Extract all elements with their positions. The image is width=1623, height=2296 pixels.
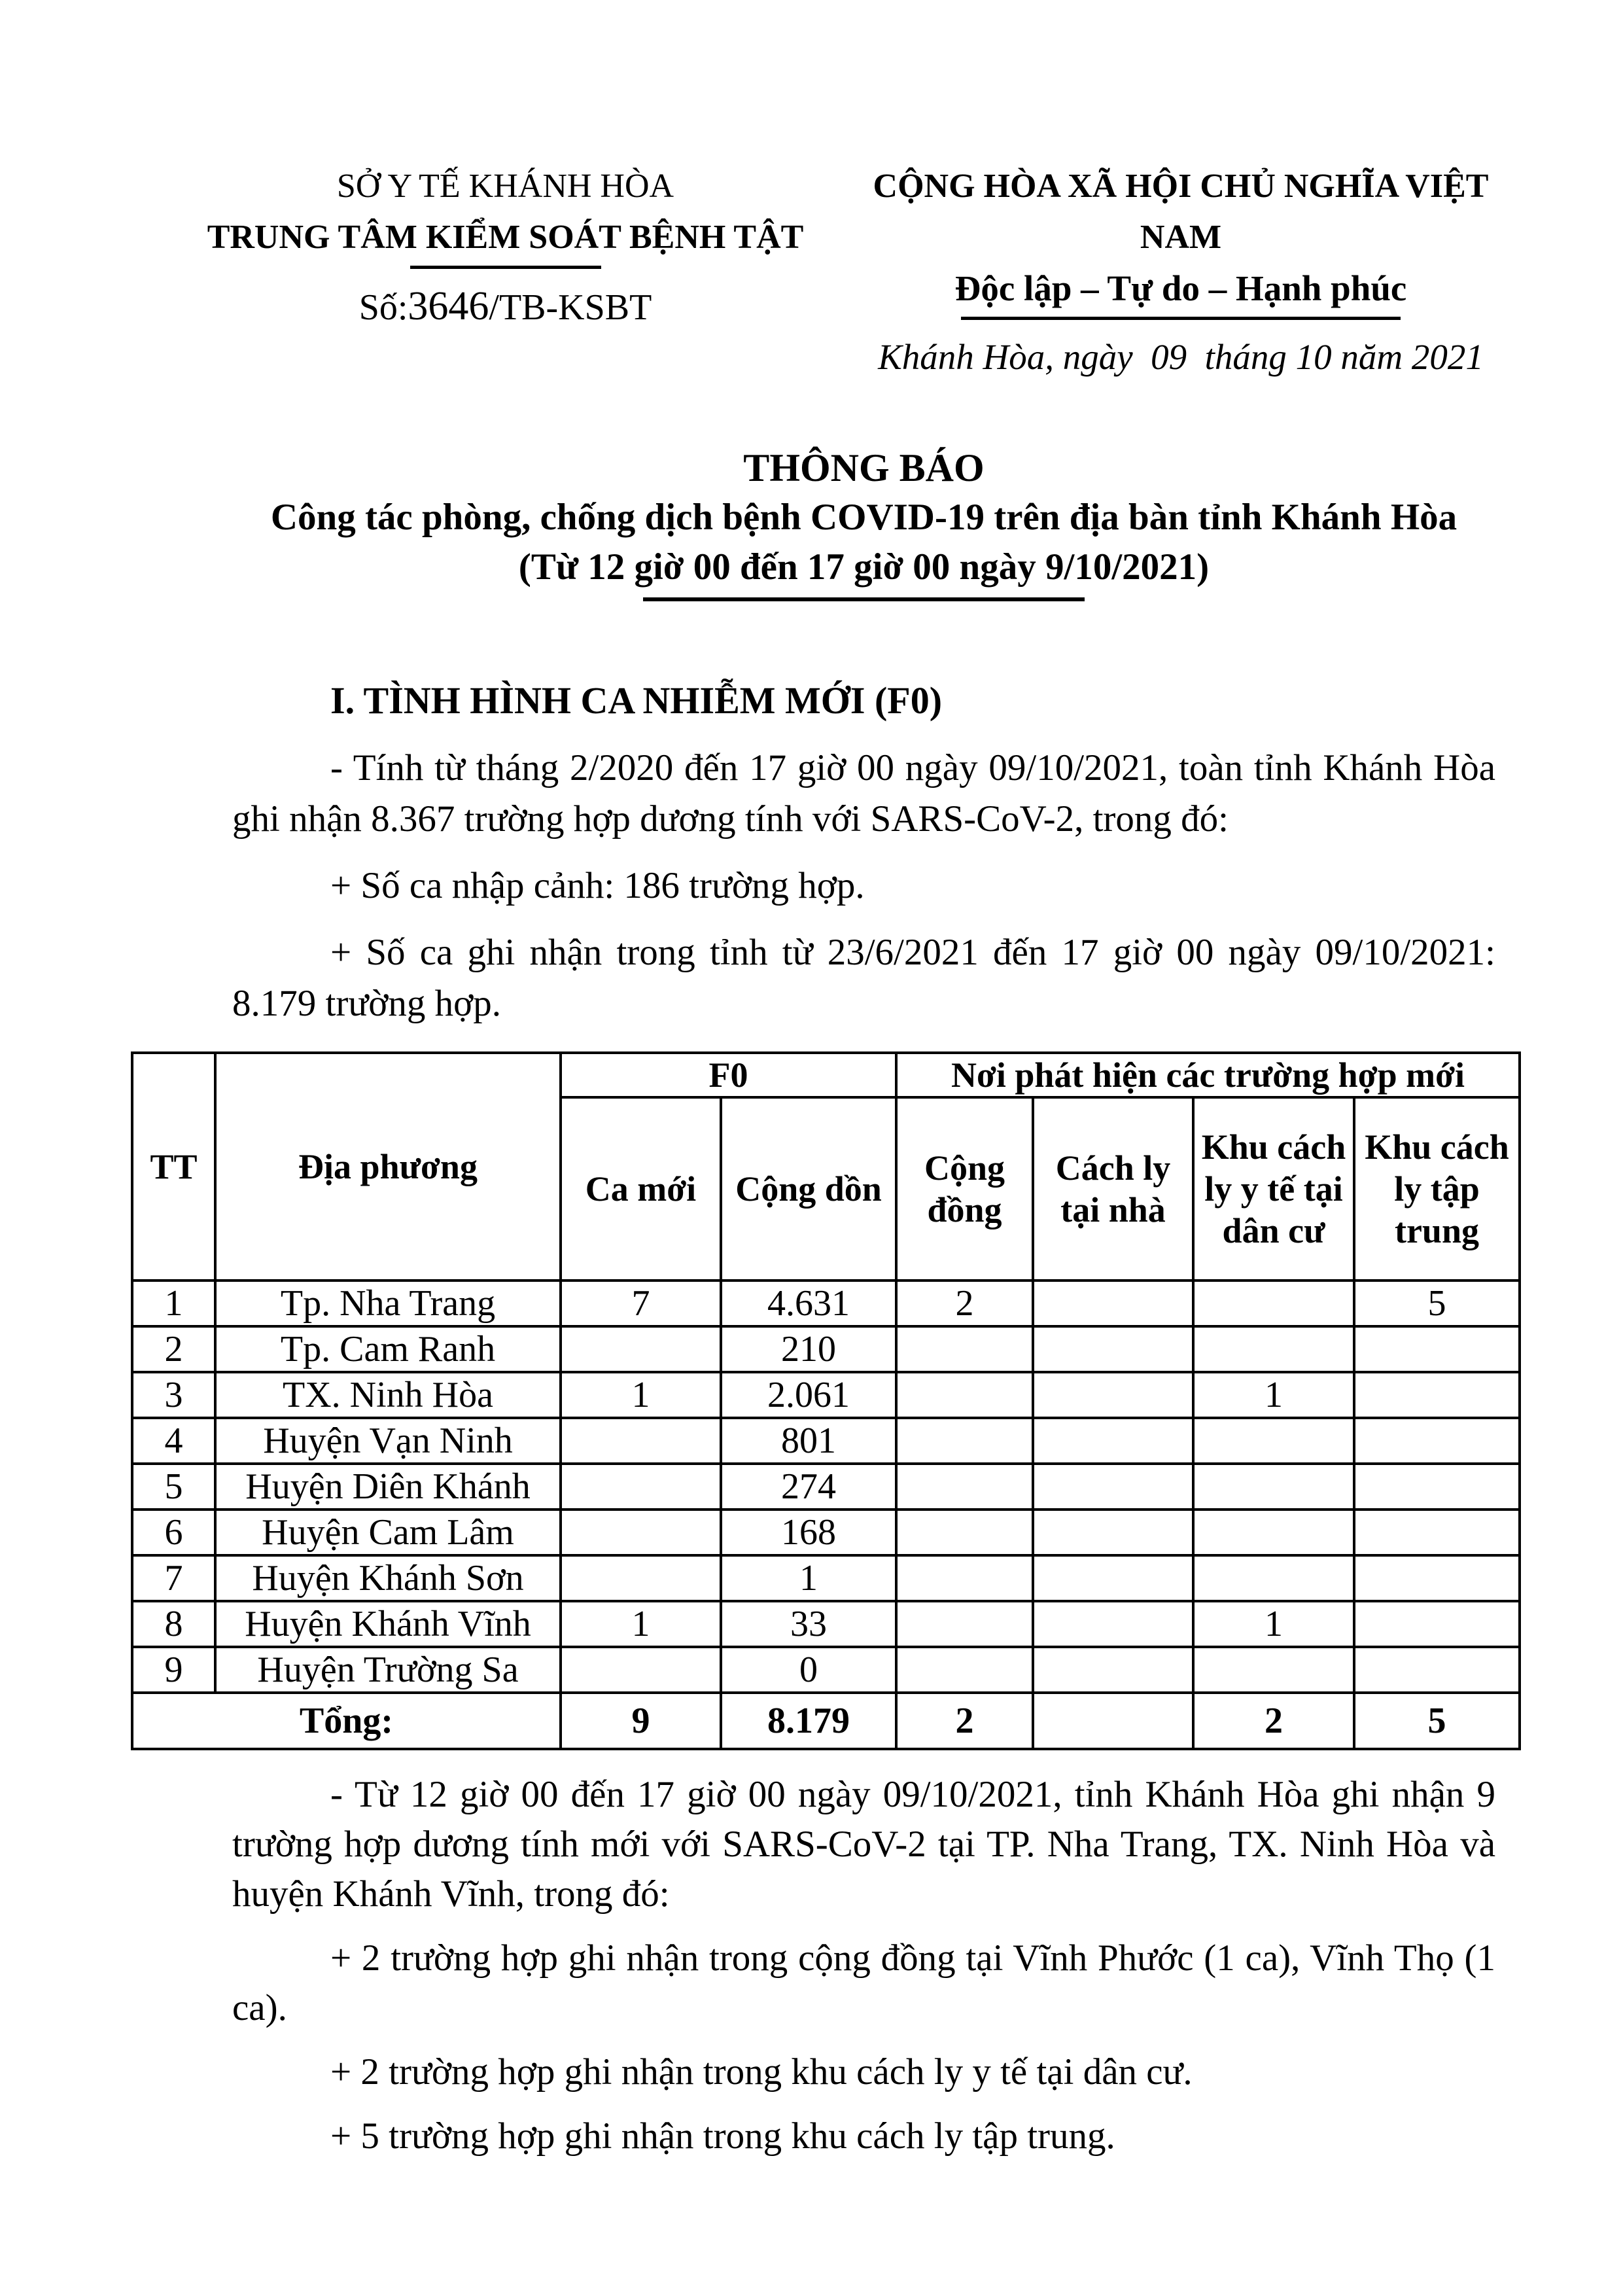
cell-tt: 3: [132, 1372, 215, 1418]
cell-community: [896, 1510, 1033, 1555]
cell-locality: Huyện Khánh Sơn: [215, 1555, 561, 1601]
cell-home-isolation: [1033, 1280, 1193, 1326]
cell-new-cases: [561, 1555, 721, 1601]
cell-central-quarantine: [1354, 1647, 1520, 1693]
cell-tt: 6: [132, 1510, 215, 1555]
paragraph: - Tính từ tháng 2/2020 đến 17 giờ 00 ngày 09/10/2021, toàn tỉnh Khánh Hòa ghi nhận 8.367 trường hợp dương tính với SARS-CoV-2, trong đó:: [232, 747, 1495, 839]
cell-medical-isolation-zone: 1: [1193, 1372, 1354, 1418]
table-row: [132, 1326, 1520, 1372]
country-title: CỘNG HÒA XÃ HỘI CHỦ NGHĨA VIỆT NAM: [873, 168, 1489, 256]
cell-community: [896, 1418, 1033, 1464]
document-time-range: (Từ 12 giờ 00 đến 17 giờ 00 ngày 9/10/2021): [518, 546, 1210, 588]
document-header: [0, 0, 1623, 379]
cell-medical-isolation-zone: [1193, 1418, 1354, 1464]
cell-new-cases: 7: [561, 1280, 721, 1326]
cell-community: [896, 1326, 1033, 1372]
cell-medical-isolation-zone: [1193, 1510, 1354, 1555]
cell-total-label: Tổng:: [132, 1693, 561, 1749]
cell-total-home-isolation: [1033, 1693, 1193, 1749]
cell-home-isolation: [1033, 1510, 1193, 1555]
paragraph: - Từ 12 giờ 00 đến 17 giờ 00 ngày 09/10/2021, tỉnh Khánh Hòa ghi nhận 9 trường hợp dương tính mới với SARS-CoV-2 tại TP. Nha Trang, TX. Ninh Hòa và huyện Khánh Vĩnh, trong đó:: [232, 1774, 1495, 1915]
cell-cumulative: 4.631: [721, 1280, 896, 1326]
cell-home-isolation: [1033, 1647, 1193, 1693]
cell-locality: Huyện Khánh Vĩnh: [215, 1601, 561, 1647]
cell-community: [896, 1601, 1033, 1647]
cell-tt: 4: [132, 1418, 215, 1464]
cell-locality: Huyện Trường Sa: [215, 1647, 561, 1693]
cell-central-quarantine: [1354, 1418, 1520, 1464]
col-header-community: Cộng đồng: [896, 1097, 1033, 1280]
title-underline: [643, 597, 1085, 601]
cell-locality: Tp. Nha Trang: [215, 1280, 561, 1326]
cell-central-quarantine: [1354, 1464, 1520, 1510]
col-header-tt: TT: [132, 1053, 215, 1280]
national-motto: Độc lập – Tự do – Hạnh phúc: [954, 268, 1407, 308]
agency-underline: [410, 266, 601, 269]
cell-home-isolation: [1033, 1555, 1193, 1601]
paragraph: + Số ca nhập cảnh: 186 trường hợp.: [330, 865, 865, 906]
cell-medical-isolation-zone: [1193, 1555, 1354, 1601]
place-date-line: Khánh Hòa, ngày 09 tháng 10 năm 2021: [878, 337, 1484, 377]
cell-tt: 2: [132, 1326, 215, 1372]
col-group-f0: F0: [561, 1053, 896, 1097]
cell-tt: 9: [132, 1647, 215, 1693]
cell-medical-isolation-zone: [1193, 1464, 1354, 1510]
cell-total-community: 2: [896, 1693, 1033, 1749]
table-row: [132, 1280, 1520, 1326]
cell-tt: 1: [132, 1280, 215, 1326]
col-header-home-isolation: Cách ly tại nhà: [1033, 1097, 1193, 1280]
cell-home-isolation: [1033, 1464, 1193, 1510]
col-header-cumulative: Cộng dồn: [721, 1097, 896, 1280]
cell-locality: Huyện Cam Lâm: [215, 1510, 561, 1555]
cell-home-isolation: [1033, 1601, 1193, 1647]
document-number-label: Số:: [358, 287, 408, 328]
cell-locality: Huyện Diên Khánh: [215, 1464, 561, 1510]
cell-cumulative: 801: [721, 1418, 896, 1464]
cell-central-quarantine: [1354, 1510, 1520, 1555]
cell-medical-isolation-zone: [1193, 1647, 1354, 1693]
cell-home-isolation: [1033, 1326, 1193, 1372]
cell-cumulative: 2.061: [721, 1372, 896, 1418]
cell-community: [896, 1464, 1033, 1510]
f0-cases-table: [131, 1051, 1521, 1750]
cell-cumulative: 33: [721, 1601, 896, 1647]
col-header-locality: Địa phương: [215, 1053, 561, 1280]
table-row: [132, 1601, 1520, 1647]
document-number-value: 3646: [408, 284, 489, 328]
section-1-continued: [232, 1770, 1495, 2161]
cell-new-cases: 1: [561, 1601, 721, 1647]
cell-central-quarantine: [1354, 1326, 1520, 1372]
document-number-suffix: /TB-KSBT: [489, 287, 652, 328]
paragraph: + 2 trường hợp ghi nhận trong cộng đồng tại Vĩnh Phước (1 ca), Vĩnh Thọ (1 ca).: [232, 1937, 1495, 2028]
table-row: [132, 1464, 1520, 1510]
table-row: [132, 1555, 1520, 1601]
cell-medical-isolation-zone: [1193, 1280, 1354, 1326]
motto-underline: [961, 317, 1401, 320]
cell-new-cases: [561, 1647, 721, 1693]
cell-home-isolation: [1033, 1372, 1193, 1418]
table-row: [132, 1418, 1520, 1464]
cell-community: [896, 1647, 1033, 1693]
paragraph: + 2 trường hợp ghi nhận trong khu cách ly y tế tại dân cư.: [330, 2051, 1193, 2093]
cell-new-cases: [561, 1418, 721, 1464]
cell-tt: 5: [132, 1464, 215, 1510]
cell-locality: TX. Ninh Hòa: [215, 1372, 561, 1418]
cell-community: [896, 1555, 1033, 1601]
cell-new-cases: [561, 1510, 721, 1555]
cell-total-new-cases: 9: [561, 1693, 721, 1749]
cell-central-quarantine: [1354, 1601, 1520, 1647]
section-1-heading: I. TÌNH HÌNH CA NHIỄM MỚI (F0): [330, 679, 943, 722]
national-motto-block: [850, 161, 1511, 379]
agency-name: TRUNG TÂM KIỂM SOÁT BỆNH TẬT: [207, 219, 804, 256]
document-subtitle: Công tác phòng, chống dịch bệnh COVID-19 trên địa bàn tỉnh Khánh Hòa: [270, 497, 1457, 538]
document-title: THÔNG BÁO: [743, 446, 985, 489]
col-header-medical-isolation-zone: Khu cách ly y tế tại dân cư: [1193, 1097, 1354, 1280]
cell-central-quarantine: [1354, 1372, 1520, 1418]
issuing-agency-block: [164, 161, 847, 379]
cell-cumulative: 1: [721, 1555, 896, 1601]
cell-cumulative: 0: [721, 1647, 896, 1693]
cell-total-cumulative: 8.179: [721, 1693, 896, 1749]
cell-central-quarantine: 5: [1354, 1280, 1520, 1326]
cell-tt: 7: [132, 1555, 215, 1601]
table-total-row: [132, 1693, 1520, 1749]
cell-home-isolation: [1033, 1418, 1193, 1464]
cell-total-medical-isolation-zone: 2: [1193, 1693, 1354, 1749]
table-row: [132, 1510, 1520, 1555]
table-row: [132, 1372, 1520, 1418]
cell-locality: Tp. Cam Ranh: [215, 1326, 561, 1372]
table-row: [132, 1647, 1520, 1693]
cell-central-quarantine: [1354, 1555, 1520, 1601]
cell-new-cases: 1: [561, 1372, 721, 1418]
document-number: [164, 285, 847, 329]
cell-medical-isolation-zone: [1193, 1326, 1354, 1372]
paragraph: + 5 trường hợp ghi nhận trong khu cách ly tập trung.: [330, 2115, 1115, 2157]
col-header-new-cases: Ca mới: [561, 1097, 721, 1280]
cell-tt: 8: [132, 1601, 215, 1647]
col-header-central-quarantine: Khu cách ly tập trung: [1354, 1097, 1520, 1280]
cell-new-cases: [561, 1464, 721, 1510]
cell-community: [896, 1372, 1033, 1418]
section-1: [232, 675, 1495, 1029]
col-group-detection-place: Nơi phát hiện các trường hợp mới: [896, 1053, 1520, 1097]
cell-cumulative: 210: [721, 1326, 896, 1372]
cell-total-central-quarantine: 5: [1354, 1693, 1520, 1749]
cell-community: 2: [896, 1280, 1033, 1326]
cell-cumulative: 168: [721, 1510, 896, 1555]
cell-medical-isolation-zone: 1: [1193, 1601, 1354, 1647]
cell-new-cases: [561, 1326, 721, 1372]
paragraph: + Số ca ghi nhận trong tỉnh từ 23/6/2021 đến 17 giờ 00 ngày 09/10/2021: 8.179 trường hợp.: [232, 932, 1495, 1024]
agency-parent-name: SỞ Y TẾ KHÁNH HÒA: [336, 168, 674, 205]
cell-cumulative: 274: [721, 1464, 896, 1510]
title-block: [232, 443, 1495, 601]
cell-locality: Huyện Vạn Ninh: [215, 1418, 561, 1464]
